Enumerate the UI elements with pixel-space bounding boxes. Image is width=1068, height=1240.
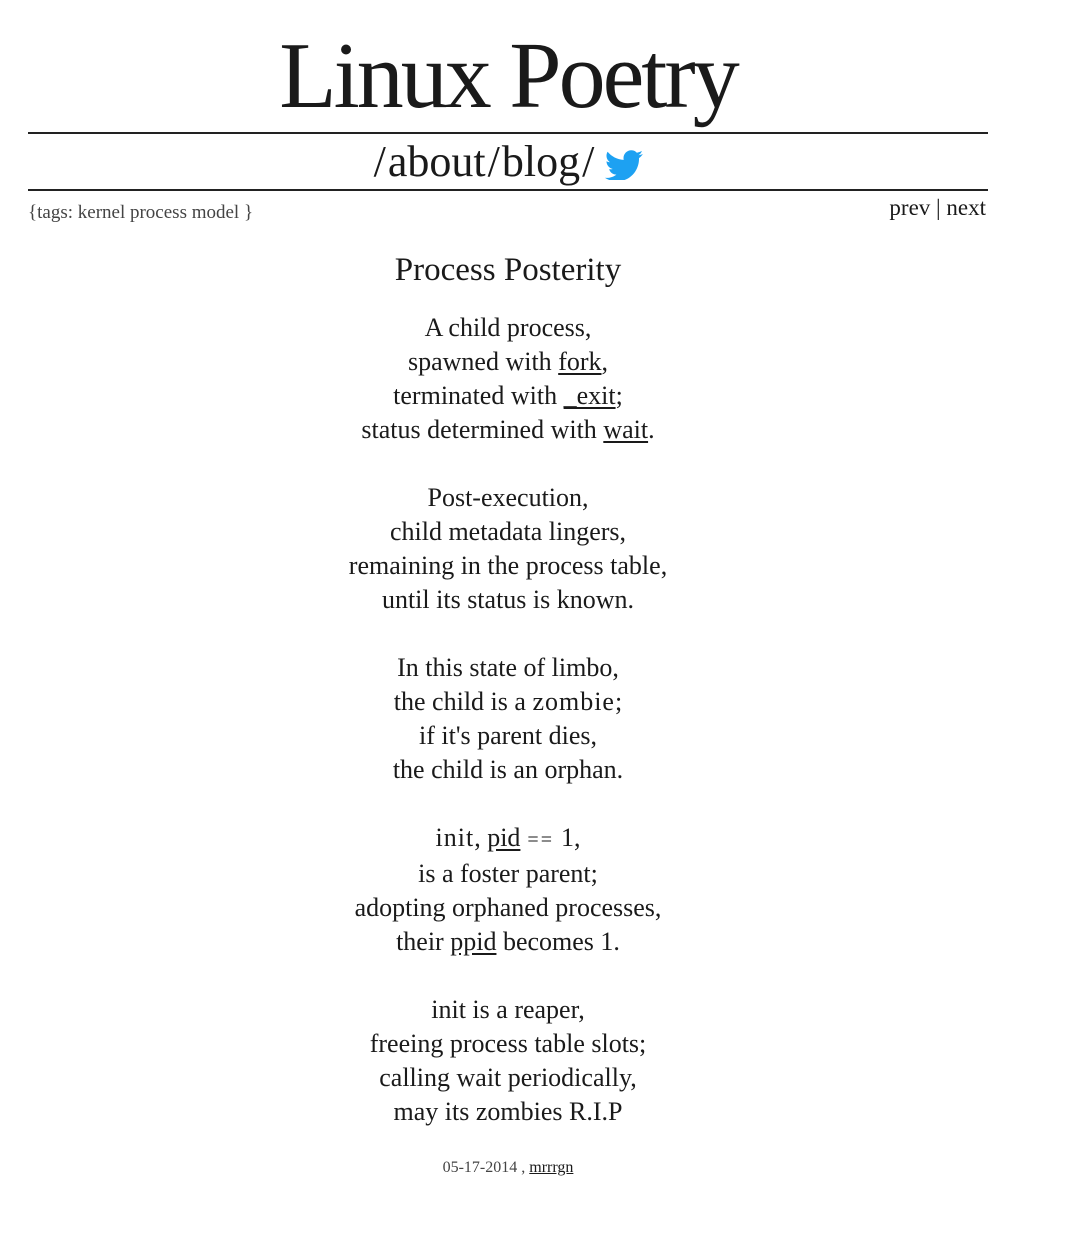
poem-line: remaining in the process table, [348, 551, 668, 580]
stanza [28, 311, 988, 447]
poem-line: Post-execution, [427, 483, 589, 512]
poem-line: spawned with fork, [407, 347, 609, 376]
poem-line: calling wait periodically, [379, 1063, 637, 1092]
nav-separator: / [582, 137, 595, 186]
poem-line: if it's parent dies, [419, 721, 597, 750]
nav-separator: / [373, 137, 386, 186]
stanza [28, 481, 988, 617]
link-ppid[interactable]: ppid [450, 927, 497, 956]
poem-line: child metadata lingers, [389, 517, 627, 546]
poem-line: their ppid becomes 1. [396, 927, 620, 956]
link-exit[interactable]: _exit [563, 381, 616, 410]
poem-line: the child is an orphan. [392, 755, 624, 784]
poem-line: the child is a zombie; [393, 687, 623, 716]
header-divider-top [28, 132, 988, 134]
header-divider-bottom [28, 189, 988, 191]
pager [889, 194, 986, 222]
prev-link[interactable]: prev [889, 195, 931, 220]
nav-separator: / [487, 137, 500, 186]
poem-line: In this state of limbo, [397, 653, 619, 682]
post-footer: 05-17-2014 , mrrrgn [442, 1159, 574, 1176]
stanza [28, 651, 988, 787]
link-pid[interactable]: pid [487, 823, 521, 852]
post-date: 05-17-2014 [442, 1159, 518, 1176]
link-wait[interactable]: wait [603, 415, 649, 444]
keyword-zombie: zombie [532, 687, 615, 716]
next-link[interactable]: next [946, 195, 986, 220]
main-nav [28, 136, 988, 188]
stanza [28, 993, 988, 1129]
stanza [28, 821, 988, 959]
poem-line: init, pid == 1, [435, 823, 581, 852]
poem-line: adopting orphaned processes, [354, 893, 662, 922]
poem-line: freeing process table slots; [369, 1029, 647, 1058]
site-title[interactable]: Linux Poetry [279, 24, 737, 128]
poem-line: is a foster parent; [418, 859, 598, 888]
nav-link-blog[interactable]: blog [501, 137, 581, 186]
link-fork[interactable]: fork [558, 347, 602, 376]
poem-title: Process Posterity [394, 252, 622, 288]
author-link[interactable]: mrrrgn [529, 1159, 574, 1176]
poem-line: status determined with wait. [361, 415, 655, 444]
twitter-bird-icon[interactable] [604, 140, 644, 192]
tags-label[interactable]: {tags: kernel process model } [28, 202, 254, 223]
pager-divider: | [936, 195, 941, 220]
poem-line: until its status is known. [381, 585, 635, 614]
poem-line: init is a reaper, [431, 995, 585, 1024]
keyword-init: init [435, 823, 475, 852]
poem-line: may its zombies R.I.P [393, 1097, 623, 1126]
poem-line: terminated with _exit; [393, 381, 623, 410]
poem-line: A child process, [424, 313, 592, 342]
poem-body [28, 311, 988, 1163]
nav-link-about[interactable]: about [387, 137, 486, 186]
